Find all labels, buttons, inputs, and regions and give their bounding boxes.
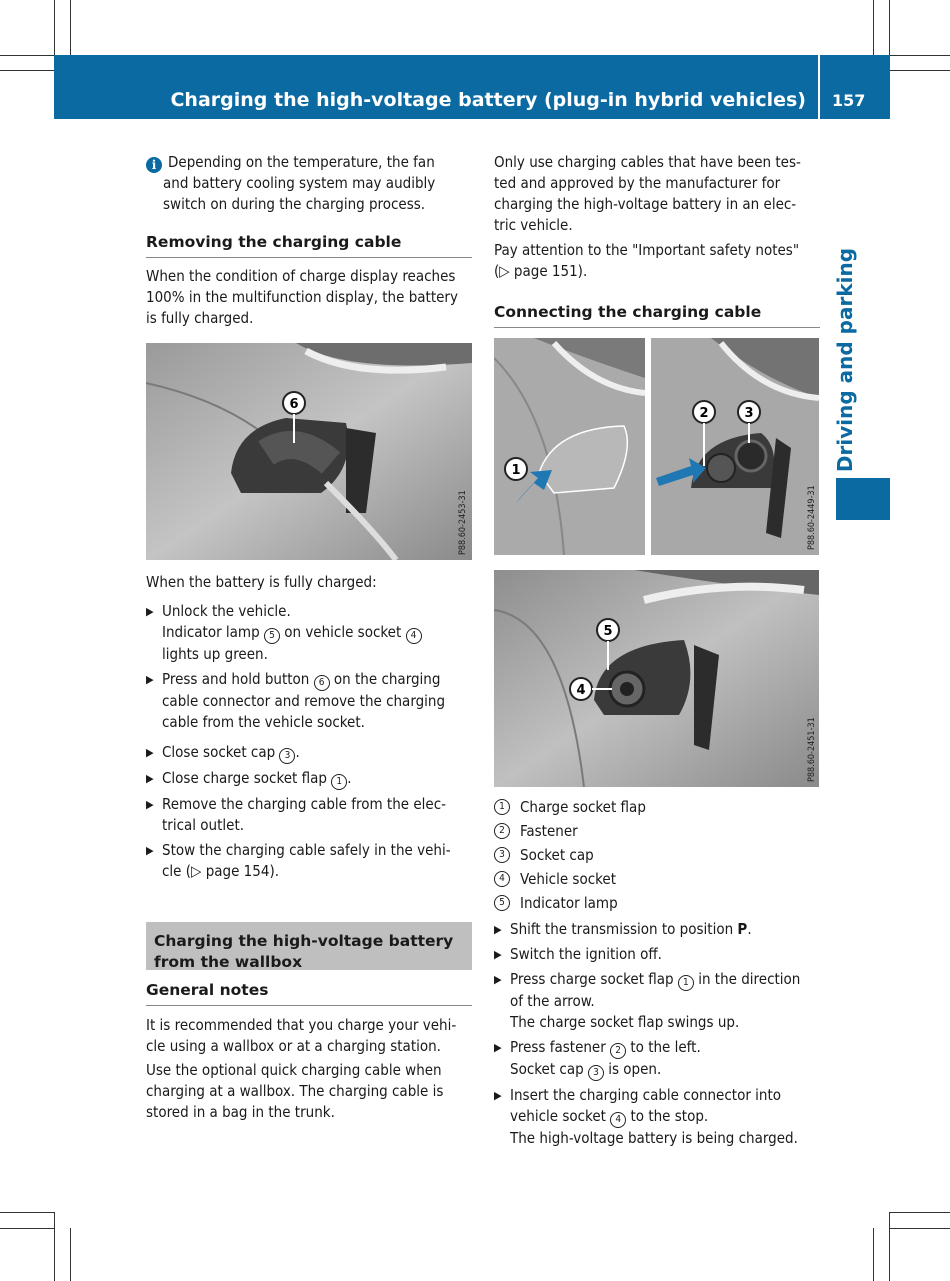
arrow-bullet-icon: ▶ — [494, 948, 502, 961]
info-line: Depending on the temperature, the fan — [168, 153, 435, 171]
crop-mark — [54, 0, 55, 55]
text-line: When the condition of charge display reaches — [146, 267, 456, 285]
svg-text:3: 3 — [744, 406, 754, 421]
step-item: ▶ Unlock the vehicle. Indicator lamp 5 on vehicle socket 4 lights up green. — [146, 601, 472, 665]
crop-mark — [0, 1228, 54, 1229]
text-line: stored in a bag in the trunk. — [146, 1103, 335, 1121]
callout-4-icon: 4 — [406, 628, 422, 644]
step-item: ▶ Press and hold button 6 on the charging cable connector and remove the charging cable from the vehicle socket. — [146, 670, 446, 731]
crop-mark — [890, 1212, 950, 1213]
callout-1-icon: 1 — [331, 774, 347, 790]
crop-mark — [873, 1228, 874, 1281]
photo-open-flap — [494, 338, 645, 555]
general-notes — [146, 980, 472, 1123]
callout-5-icon: 5 — [264, 628, 280, 644]
crop-mark — [0, 70, 54, 71]
callout-4-icon: 4 — [494, 871, 510, 887]
svg-text:2: 2 — [699, 406, 709, 421]
photo-code: P88.60-2449-31 — [807, 485, 817, 550]
text-line: charging the high-voltage battery in an elec- — [494, 195, 797, 213]
info-icon: i — [146, 157, 162, 173]
callout-3-icon: 3 — [494, 847, 510, 863]
text-line: ted and approved by the manufacturer for — [494, 174, 781, 192]
text-line: cle using a wallbox or at a charging station. — [146, 1037, 441, 1055]
callout-legend — [494, 795, 646, 915]
callout-6-icon: 6 — [314, 675, 330, 691]
step-item: ▶ Press fastener 2 to the left. Socket cap 3 is open. — [494, 1037, 820, 1081]
callout-1-icon: 1 — [678, 975, 694, 991]
photo-vehicle-socket — [494, 570, 819, 787]
arrow-bullet-icon: ▶ — [146, 798, 154, 811]
text-line: Pay attention to the "Important safety notes" — [494, 241, 800, 259]
crop-mark — [890, 1228, 950, 1229]
left-column — [146, 152, 472, 329]
heading-general-notes: General notes — [146, 980, 472, 1006]
page-number: 157 — [832, 91, 866, 110]
callout-3-icon: 3 — [279, 748, 295, 764]
arrow-bullet-icon: ▶ — [146, 673, 154, 686]
heading-removing-cable: Removing the charging cable — [146, 232, 472, 258]
legend-item: 3 Socket cap — [494, 843, 646, 867]
text-line: 100% in the multifunction display, the battery — [146, 288, 458, 306]
crop-mark — [890, 70, 950, 71]
legend-item: 1 Charge socket flap — [494, 795, 646, 819]
section-title-bar — [146, 922, 472, 970]
arrow-bullet-icon: ▶ — [494, 1089, 502, 1102]
step-item: ▶ Shift the transmission to position P. — [494, 920, 752, 938]
crop-mark — [0, 1212, 54, 1213]
text-line: tric vehicle. — [494, 216, 573, 234]
page-header — [54, 55, 890, 119]
crop-mark — [0, 55, 54, 56]
callout-5-icon: 5 — [494, 895, 510, 911]
svg-text:6: 6 — [289, 397, 299, 412]
text-line: (▷ page 151). — [494, 262, 588, 280]
info-line: switch on during the charging process. — [163, 195, 426, 213]
side-tab-marker — [836, 478, 890, 520]
text-line: Only use charging cables that have been tes- — [494, 153, 801, 171]
step-item: ▶ Press charge socket flap 1 in the direction of the arrow. The charge socket flap swings up. — [494, 970, 801, 1031]
section-title-line: Charging the high-voltage battery — [154, 932, 454, 950]
info-note — [146, 152, 472, 215]
header-divider — [818, 55, 820, 119]
callout-2-icon: 2 — [494, 823, 510, 839]
callout-4-icon: 4 — [610, 1112, 626, 1128]
photo-open-socket-cap — [651, 338, 819, 555]
photo-code: P88.60-2453-31 — [458, 490, 468, 555]
step-item: ▶ Stow the charging cable safely in the vehi- cle (▷ page 154). — [146, 841, 451, 880]
photo-remove-connector — [146, 343, 472, 560]
callout-2-icon: 2 — [610, 1043, 626, 1059]
removing-intro — [146, 266, 472, 329]
right-column — [494, 152, 820, 328]
step-item: ▶ Close charge socket flap 1 . — [146, 768, 472, 790]
text-line: It is recommended that you charge your vehi- — [146, 1016, 457, 1034]
section-title-line: from the wallbox — [154, 953, 303, 971]
callout-1-icon: 1 — [494, 799, 510, 815]
arrow-bullet-icon: ▶ — [494, 923, 502, 936]
crop-mark — [70, 0, 71, 55]
crop-mark — [890, 55, 950, 56]
legend-item: 5 Indicator lamp — [494, 891, 646, 915]
arrow-bullet-icon: ▶ — [494, 973, 502, 986]
crop-mark — [889, 1212, 890, 1281]
side-tab-label: Driving and parking — [833, 247, 857, 473]
svg-text:1: 1 — [511, 463, 521, 478]
step-item: ▶ Switch the ignition off. — [494, 945, 662, 963]
left-column-lower — [146, 572, 472, 882]
text-line: Use the optional quick charging cable when — [146, 1061, 442, 1079]
text-line: charging at a wallbox. The charging cable is — [146, 1082, 444, 1100]
callout-3-icon: 3 — [588, 1065, 604, 1081]
heading-connecting-cable: Connecting the charging cable — [494, 302, 820, 328]
legend-item: 4 Vehicle socket — [494, 867, 646, 891]
crop-mark — [54, 1212, 55, 1281]
crop-mark — [70, 1228, 71, 1281]
crop-mark — [889, 0, 890, 55]
svg-text:4: 4 — [576, 683, 586, 698]
info-line: and battery cooling system may audibly — [163, 174, 436, 192]
arrow-bullet-icon: ▶ — [146, 844, 154, 857]
arrow-bullet-icon: ▶ — [146, 746, 154, 759]
page-title: Charging the high-voltage battery (plug-in hybrid vehicles) — [170, 89, 806, 111]
removal-steps — [146, 601, 472, 882]
svg-text:5: 5 — [603, 624, 613, 639]
arrow-bullet-icon: ▶ — [146, 605, 154, 618]
step-item: ▶ Remove the charging cable from the elec- trical outlet. — [146, 795, 446, 834]
arrow-bullet-icon: ▶ — [494, 1041, 502, 1054]
legend-item: 2 Fastener — [494, 819, 646, 843]
step-item: ▶ Close socket cap 3 . — [146, 742, 472, 764]
crop-mark — [873, 0, 874, 55]
step-item: ▶ Insert the charging cable connector into vehicle socket 4 to the stop. The high-voltage battery is being charged. — [494, 1086, 798, 1147]
connecting-steps — [494, 919, 820, 1149]
when-full-text: When the battery is fully charged: — [146, 573, 377, 591]
text-line: is fully charged. — [146, 309, 254, 327]
arrow-bullet-icon: ▶ — [146, 772, 154, 785]
photo-code: P88.60-2451-31 — [807, 717, 817, 782]
